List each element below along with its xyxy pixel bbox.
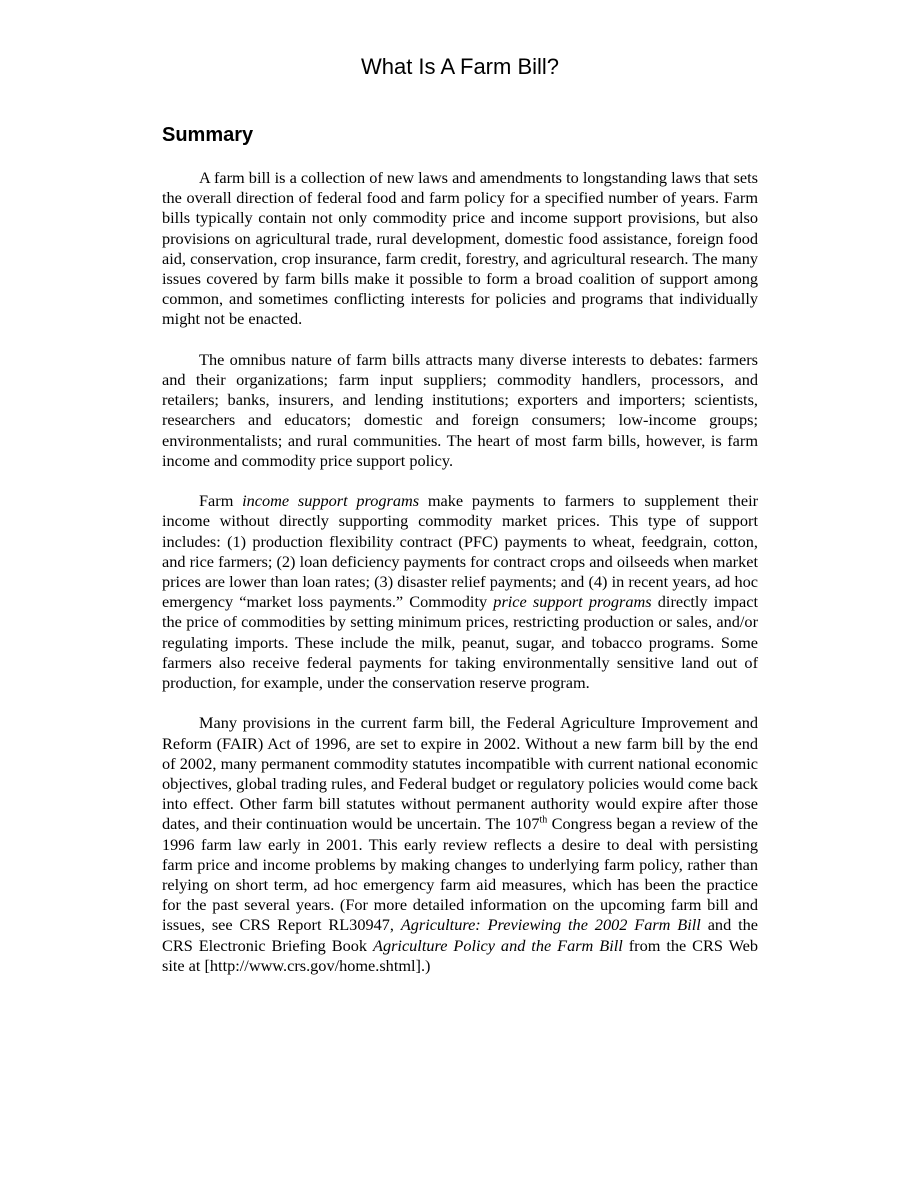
paragraph-3-text: make payments to farmers to supplement their income without directly supporting commodity market prices. This type of support includes: (1) production flexibility contract (PFC) payments to wheat, feedgrain, cotton, and rice farmers; (2) loan deficiency payments for contract crops and oilseeds when market prices are lower than loan rates; (3) disaster relief payments; and (4) in recent years, ad hoc emergency “market loss payments.” Commodity	[162, 491, 759, 612]
ordinal-suffix: th	[539, 815, 548, 827]
paragraph-4-text: Many provisions in the current farm bill, the Federal Agriculture Improvement and Reform (FAIR) Act of 1996, are set to expire in 2002. Without a new farm bill by the end of 2002, many permanent commodity statutes incompatible with current national economic objectives, global trading rules, and Federal budget or regulatory policies would come back into effect. Other farm bill statutes without permanent authority would expire after those dates, and their continuation would be uncertain. The 107	[162, 713, 758, 834]
document-body	[162, 168, 758, 976]
paragraph-4-text: from the CRS Web site at [http://www.crs.gov/home.shtml].)	[162, 935, 759, 975]
paragraph-3-text: directly impact the price of commodities by setting minimum prices, restricting production or sales, and/or regulating imports. These include the milk, peanut, sugar, and tobacco programs. Some farmers also receive federal payments for taking environmentally sensitive land out of production, for example, under the conservation reserve program.	[162, 592, 759, 693]
income-support-programs-term: income support programs	[242, 491, 420, 511]
briefing-book-title: Agriculture Policy and the Farm Bill	[373, 935, 623, 955]
section-heading: Summary	[162, 124, 254, 146]
paragraph-4-text: Congress began a review of the 1996 farm law early in 2001. This early review reflects a desire to deal with persisting farm price and income problems by making changes to underlying farm policy, rather than relying on short term, ad hoc emergency farm aid measures, which has been the practice for the past several years. (For more detailed information on the upcoming farm bill and issues, see CRS Report RL30947,	[162, 814, 758, 935]
paragraph-1: A farm bill is a collection of new laws and amendments to longstanding laws that sets the overall direction of federal food and farm policy for a specified number of years. Farm bills typically contain not only commodity price and income support provisions, but also provisions on agricultural trade, rural development, domestic food assistance, foreign food aid, conservation, crop insurance, farm credit, forestry, and agricultural research. The many issues covered by farm bills make it possible to form a broad coalition of support among common, and sometimes conflicting interests for policies and programs that individually might not be enacted.	[162, 168, 758, 329]
paragraph-3	[162, 491, 758, 693]
report-title: Agriculture: Previewing the 2002 Farm Bill	[400, 915, 701, 935]
price-support-programs-term: price support programs	[493, 592, 652, 612]
paragraph-2: The omnibus nature of farm bills attracts many diverse interests to debates: farmers and their organizations; farm input suppliers; commodity handlers, processors, and retailers; banks, insurers, and lending institutions; exporters and importers; scientists, researchers and educators; domestic and foreign consumers; low-income groups; environmentalists; and rural communities. The heart of most farm bills, however, is farm income and commodity price support policy.	[162, 349, 758, 470]
paragraph-4	[162, 713, 758, 976]
paragraph-3-text: Farm	[199, 491, 243, 511]
document-title: What Is A Farm Bill?	[360, 54, 560, 79]
paragraph-4-text: and the CRS Electronic Briefing Book	[162, 915, 758, 955]
